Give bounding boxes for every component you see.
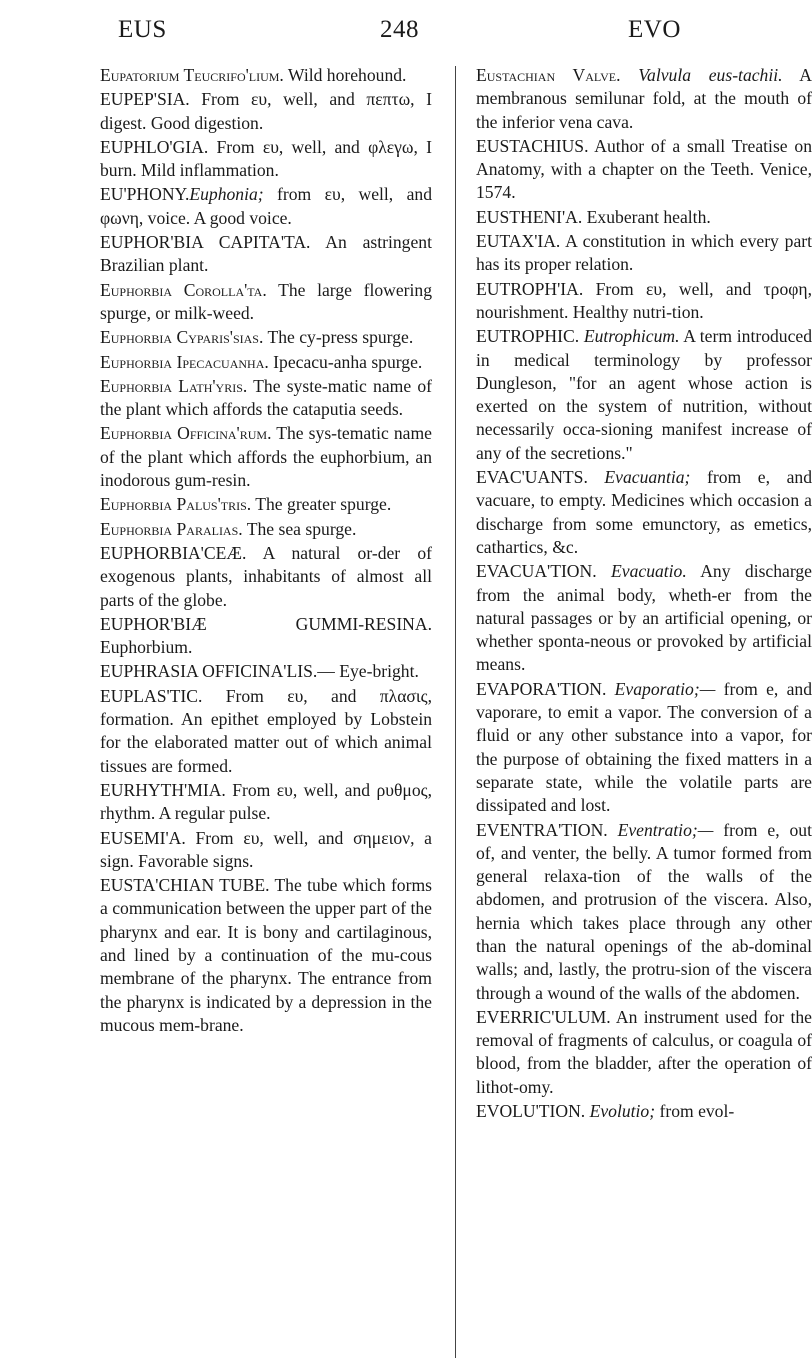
dictionary-entry [100,542,432,612]
entry-headword: EUTROPHIC. [476,326,580,347]
entry-definition: From ευ, well, and φλεγω, I burn. Mild inflammation. [100,136,432,181]
dictionary-entry [100,375,432,422]
entry-definition: from ευ, well, and φωνη, voice. A good voice. [100,184,432,228]
entry-definition: A constitution in which every part has its proper relation. [476,231,812,275]
entry-headword: EVAC'UANTS. [476,467,588,488]
left-column [100,64,432,1038]
entry-headword: EUPHRASIA OFFICINA'LIS.— [100,661,335,682]
entry-definition: An astringent Brazilian plant. [100,232,432,276]
dictionary-entry [476,1006,812,1099]
page-number: 248 [380,16,419,43]
dictionary-entry [476,678,812,818]
dictionary-entry [476,206,812,229]
entry-definition: from e, and vacuare, to empty. Medicines which occasion a discharge from some emunctory, as emetics, cathartics, &c. [476,467,812,557]
running-head [0,16,800,56]
dictionary-entry [476,135,812,205]
entry-latin-term: Eutrophicum. [579,326,680,347]
column-divider [455,66,456,1358]
entry-definition: The sea spurge. [242,518,357,539]
entry-definition: from e, out of, and venter, the belly. A tumor formed from general relaxa-tion of the walls of the abdomen, and protrusion of the viscera. Also, hernia which takes place through any other than the natural openings of the ab-dominal walls; and, lastly, the protru-sion of the viscera through a wound of the walls of the abdomen. [476,819,812,1003]
entry-definition: from e, and vaporare, to emit a vapor. The conversion of a fluid or any other substance into a vapor, for the purpose of obtaining the fixed matters in a separate state, while the volatile parts are dissipated and lost. [476,678,812,816]
entry-definition: from evol- [655,1101,735,1122]
entry-headword: EUPHORBIA'CEÆ. [100,542,247,563]
entry-latin-term: Evacuantia; [587,467,691,488]
dictionary-entry [476,560,812,676]
entry-headword: Euphorbia Ipecacuanha. [100,351,269,372]
dictionary-entry [100,874,432,1037]
dictionary-entry [100,231,432,278]
entry-definition: A term introduced in medical terminology by professor Dungleson, "for an agent whose action is exerted on the system of nutrition, without necessarily occa-sioning manifest increase of any of the secretions." [476,326,812,463]
entry-definition: From ευ, well, and ρυθμος, rhythm. A regular pulse. [100,779,432,824]
entry-headword: EVERRIC'ULUM. [476,1006,611,1027]
entry-definition: An instrument used for the removal of fragments of calculus, or coagula of blood, from the bladder, after the operation of lithot-omy. [476,1006,812,1097]
dictionary-entry [100,827,432,874]
entry-headword: EVOLU'TION. [476,1101,586,1122]
entry-headword: Euphorbia Paralias. [100,518,243,539]
entry-headword: Euphorbia Officina'rum. [100,423,272,444]
entry-definition: Wild horehound. [283,65,407,85]
header-right-guideword: EVO [628,16,681,43]
dictionary-entry [100,326,432,349]
dictionary-entry [100,351,432,374]
dictionary-entry [100,88,432,135]
dictionary-entry [476,64,812,134]
entry-headword: Euphorbia Corolla'ta. [100,279,267,300]
entry-headword: EURHYTH'MIA. [100,779,226,800]
entry-headword: EUPHOR'BIÆ GUMMI-RESINA. [100,613,432,634]
entry-latin-term: Evacuatio. [596,561,687,582]
entry-headword: EUPEP'SIA. [100,89,190,110]
entry-headword: Euphorbia Lath'yris. [100,375,248,396]
entry-definition: From ευ, well, and σημειον, a sign. Favorable signs. [100,827,432,871]
entry-definition: The cy-press spurge. [263,327,414,348]
entry-headword: EVENTRA'TION. [476,819,608,840]
dictionary-entry [476,230,812,277]
dictionary-entry [100,660,432,683]
entry-latin-term: Eventratio;— [607,819,714,840]
entry-headword: EUSTA'CHIAN TUBE. [100,875,270,896]
entry-headword: Eupatorium Teucrifo'lium. [100,65,284,85]
entry-definition: A natural or-der of exogenous plants, inhabitants of almost all parts of the globe. [100,542,432,610]
entry-headword: EVAPORA'TION. [476,678,607,699]
entry-latin-term: Evaporatio;— [606,678,716,699]
entry-definition: The tube which forms a communication between the upper part of the pharynx and ear. It is bony and cartilaginous, and lined by a continuation of the mu-cous membrane of the pharynx. The entrance from the pharynx is indicated by a depression in the mucous mem-brane. [100,875,432,1035]
entry-headword: EUTROPH'IA. [476,278,584,299]
dictionary-entry [100,422,432,492]
entry-definition: The large flowering spurge, or milk-weed. [100,279,432,323]
entry-headword: Euphorbia Cyparis'sias. [100,327,264,348]
entry-headword: Eustachian Valve. [476,65,621,85]
entry-definition: Any discharge from the animal body, wheth-er from the natural passages or by an artificial opening, or whether sponta-neous or provoked by artificial means. [476,561,812,675]
entry-headword: EUPHOR'BIA CAPITA'TA. [100,232,311,253]
entry-definition: The sys-tematic name of the plant which affords the euphorbium, an inodorous gum-resin. [100,423,432,491]
header-left-guideword: EUS [118,16,167,43]
dictionary-entry [100,279,432,326]
dictionary-entry [476,466,812,559]
dictionary-entry [100,779,432,826]
entry-definition: From ευ, and πλασις, formation. An epithet employed by Lobstein for the elaborated matter out of which animal tissues are formed. [100,685,432,776]
entry-definition: Eye-bright. [334,661,419,682]
dictionary-entry [100,518,432,541]
right-column [476,64,812,1124]
entry-definition: From ευ, well, and τροφη, nourishment. Healthy nutri-tion. [476,278,812,322]
dictionary-entry [476,278,812,325]
entry-headword: EUPHLO'GIA. [100,136,209,157]
entry-headword: EUSTHENI'A. [476,206,583,227]
dictionary-entry [100,685,432,778]
dictionary-entry [100,493,432,516]
entry-headword: EVACUA'TION. [476,561,597,582]
dictionary-entry [100,183,432,230]
dictionary-entry [476,1100,812,1123]
entry-headword: EUSTACHIUS. [476,135,589,156]
entry-headword: EUTAX'IA. [476,231,561,252]
entry-headword: Euphorbia Palus'tris. [100,494,252,515]
dictionary-entry [476,819,812,1005]
entry-definition: From ευ, well, and πεπτω, I digest. Good digestion. [100,89,432,133]
entry-definition: A membranous semilunar fold, at the mouth of the inferior vena cava. [476,65,812,132]
dictionary-entry [100,64,432,87]
dictionary-entry [476,325,812,465]
entry-definition: Euphorbium. [100,637,193,658]
entry-headword: EU'PHONY. [100,184,190,205]
entry-latin-term: Evolutio; [585,1101,656,1122]
entry-definition: The syste-matic name of the plant which affords the cataputia seeds. [100,375,432,420]
entry-headword: EUSEMI'A. [100,827,186,848]
entry-definition: Exuberant health. [582,206,711,227]
entry-latin-term: Euphonia; [189,184,264,205]
entry-headword: EUPLAS'TIC. [100,685,203,706]
dictionary-entry [100,136,432,183]
entry-definition: Author of a small Treatise on Anatomy, with a chapter on the Teeth. Venice, 1574. [476,135,812,203]
entry-latin-term: Valvula eus-tachii. [620,65,783,85]
dictionary-entry [100,613,432,660]
entry-definition: Ipecacu-anha spurge. [268,351,423,372]
entry-definition: The greater spurge. [251,494,392,515]
